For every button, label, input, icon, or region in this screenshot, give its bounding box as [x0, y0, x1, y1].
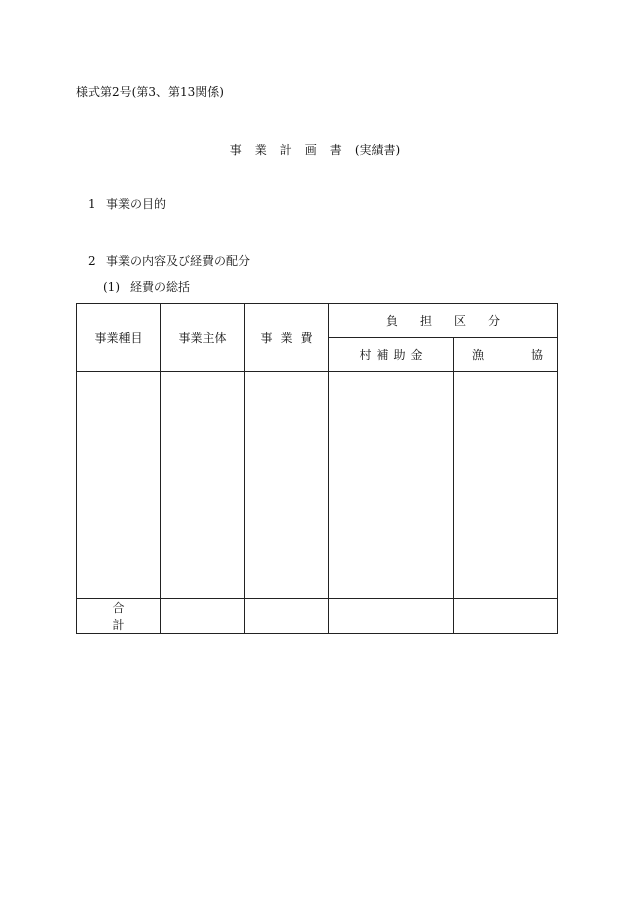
header-operator: 事業主体 — [161, 304, 245, 372]
header-burden-division: 負担区分 — [329, 304, 558, 338]
section-number: 1 — [88, 197, 96, 211]
title-suffix: (実績書) — [354, 143, 401, 157]
table-total-row — [77, 599, 558, 634]
header-expense: 事業費 — [245, 304, 329, 372]
section-purpose — [88, 198, 166, 210]
document-title — [0, 144, 630, 156]
header-fishery-coop — [454, 338, 558, 372]
cell-fishery-coop[interactable] — [454, 372, 558, 599]
section-label: 事業の目的 — [106, 197, 167, 211]
title-main: 事業計画書 — [229, 143, 355, 157]
total-label: 合計 — [77, 599, 161, 634]
section-label: 事業の内容及び経費の配分 — [106, 254, 251, 268]
header-fishery-coop-char1: 漁 — [472, 348, 485, 362]
section-content-expenses — [88, 255, 250, 267]
form-number: 様式第2号(第3、第13関係) — [76, 85, 224, 99]
table-header-row — [77, 304, 558, 338]
cell-expense[interactable] — [245, 372, 329, 599]
expense-summary-table — [76, 303, 558, 634]
total-fishery-coop[interactable] — [454, 599, 558, 634]
cell-project-type[interactable] — [77, 372, 161, 599]
header-fishery-coop-char2: 協 — [531, 348, 544, 362]
table-row — [77, 372, 558, 599]
total-operator[interactable] — [161, 599, 245, 634]
section-number: 2 — [88, 254, 96, 268]
header-project-type: 事業種目 — [77, 304, 161, 372]
subsection-expense-summary — [103, 281, 190, 293]
header-village-subsidy: 村補助金 — [329, 338, 454, 372]
subsection-number: (1) — [103, 280, 120, 294]
total-expense[interactable] — [245, 599, 329, 634]
cell-village-subsidy[interactable] — [329, 372, 454, 599]
cell-operator[interactable] — [161, 372, 245, 599]
total-village-subsidy[interactable] — [329, 599, 454, 634]
subsection-label: 経費の総括 — [130, 280, 191, 294]
